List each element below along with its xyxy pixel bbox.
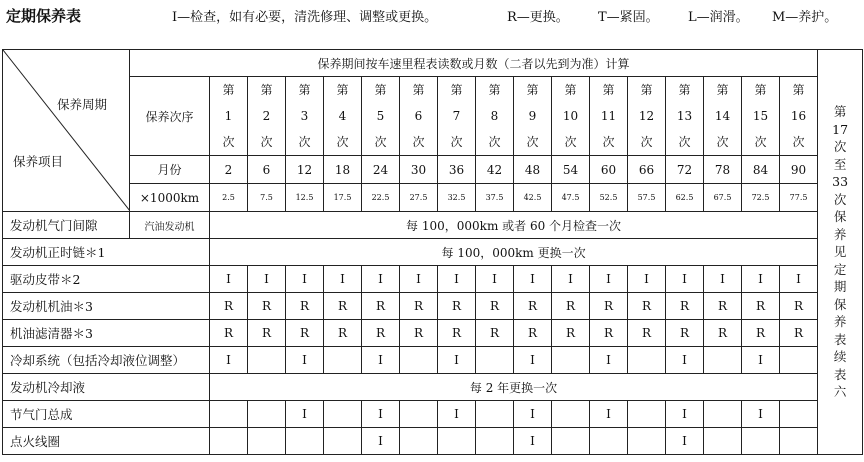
schedule-cell (248, 401, 286, 428)
legend-tighten: T—紧固。 (598, 10, 659, 25)
service-order-part: 次 (754, 135, 767, 149)
schedule-cell: I (704, 266, 742, 293)
schedule-cell (628, 401, 666, 428)
schedule-cell (476, 347, 514, 374)
table-row (3, 293, 863, 320)
service-order-cell (590, 77, 628, 156)
item-label: 发动机正时链＊1 (3, 239, 210, 266)
schedule-cell: R (210, 293, 248, 320)
schedule-cell: R (628, 320, 666, 347)
schedule-cell: R (514, 293, 552, 320)
schedule-cell: I (286, 347, 324, 374)
service-order-part: 12 (638, 109, 655, 123)
service-order-cell (666, 77, 704, 156)
side-note-text (818, 103, 862, 401)
item-label: 发动机机油＊3 (3, 293, 210, 320)
service-order-cell (628, 77, 666, 156)
schedule-cell: R (362, 293, 400, 320)
schedule-cell (780, 347, 818, 374)
schedule-cell: I (324, 266, 362, 293)
item-label: 发动机气门间隙 (3, 212, 130, 239)
service-order-part: 第 (298, 83, 311, 97)
schedule-cell: R (286, 320, 324, 347)
side-note-char: 次 (833, 139, 847, 155)
service-order-part: 15 (752, 109, 769, 123)
service-order-part: 次 (222, 135, 235, 149)
side-note-char: 17 (832, 121, 849, 137)
schedule-cell: R (362, 320, 400, 347)
service-order-part: 次 (716, 135, 729, 149)
service-order-part: 次 (488, 135, 501, 149)
schedule-cell: I (362, 266, 400, 293)
schedule-cell (248, 428, 286, 455)
service-order-part: 第 (526, 83, 539, 97)
schedule-cell (324, 401, 362, 428)
month-cell: 12 (286, 156, 324, 184)
service-order-part: 第 (450, 83, 463, 97)
month-cell: 90 (780, 156, 818, 184)
schedule-cell (552, 347, 590, 374)
km-cell: 57.5 (628, 184, 666, 212)
side-note (818, 50, 863, 455)
side-note-char: 见 (833, 244, 847, 260)
service-order-part: 第 (336, 83, 349, 97)
service-order-cell (248, 77, 286, 156)
service-order-cell (400, 77, 438, 156)
month-cell: 24 (362, 156, 400, 184)
row-label-order: 保养次序 (130, 77, 210, 156)
schedule-cell: I (590, 266, 628, 293)
schedule-cell: R (476, 320, 514, 347)
schedule-cell: R (742, 320, 780, 347)
schedule-cell: I (362, 347, 400, 374)
schedule-cell: R (780, 293, 818, 320)
schedule-cell (210, 401, 248, 428)
service-order-part: 13 (676, 109, 693, 123)
service-order-part: 次 (412, 135, 425, 149)
schedule-cell: R (628, 293, 666, 320)
schedule-cell: R (438, 320, 476, 347)
schedule-cell: R (286, 293, 324, 320)
item-sublabel: 汽油发动机 (130, 212, 210, 239)
month-cell: 30 (400, 156, 438, 184)
side-note-char: 33 (832, 174, 849, 190)
km-cell: 72.5 (742, 184, 780, 212)
schedule-cell (704, 428, 742, 455)
schedule-cell: I (362, 401, 400, 428)
km-cell: 32.5 (438, 184, 476, 212)
schedule-cell: I (552, 266, 590, 293)
service-order-part: 16 (790, 109, 807, 123)
service-order-part: 次 (450, 135, 463, 149)
schedule-cell (628, 347, 666, 374)
service-order-part: 9 (528, 109, 537, 123)
legend-replace: R—更换。 (507, 10, 569, 25)
schedule-cell: I (286, 266, 324, 293)
side-note-char: 六 (833, 384, 847, 400)
schedule-cell (400, 401, 438, 428)
schedule-cell: I (628, 266, 666, 293)
table-row (3, 428, 863, 455)
item-label: 点火线圈 (3, 428, 210, 455)
schedule-cell (742, 428, 780, 455)
service-order-part: 第 (260, 83, 273, 97)
service-order-part: 第 (564, 83, 577, 97)
schedule-cell: R (324, 320, 362, 347)
km-cell: 42.5 (514, 184, 552, 212)
service-order-part: 11 (600, 109, 617, 123)
month-cell: 54 (552, 156, 590, 184)
km-cell: 27.5 (400, 184, 438, 212)
schedule-cell (324, 347, 362, 374)
service-order-part: 2 (262, 109, 271, 123)
schedule-cell (476, 428, 514, 455)
km-cell: 2.5 (210, 184, 248, 212)
schedule-cell: R (590, 320, 628, 347)
service-order-part: 第 (754, 83, 767, 97)
side-note-char: 期 (833, 279, 847, 295)
service-order-part: 第 (792, 83, 805, 97)
side-note-char: 表 (833, 331, 847, 347)
service-order-part: 3 (300, 109, 309, 123)
service-order-part: 1 (224, 109, 233, 123)
schedule-cell: I (210, 266, 248, 293)
schedule-cell: R (248, 293, 286, 320)
schedule-cell: I (476, 266, 514, 293)
service-order-part: 5 (376, 109, 385, 123)
table-caption: 保养期间按车速里程表读数或月数（二者以先到为准）计算 (130, 50, 818, 77)
side-note-char: 续 (833, 349, 847, 365)
service-order-cell (514, 77, 552, 156)
schedule-cell: I (438, 347, 476, 374)
legend-inspect: I—检查，如有必要，清洗修理、调整或更换。 (172, 10, 438, 25)
item-label: 驱动皮带＊2 (3, 266, 210, 293)
page-title: 定期保养表 (6, 7, 82, 25)
schedule-cell: I (742, 266, 780, 293)
service-order-cell (362, 77, 400, 156)
month-cell: 66 (628, 156, 666, 184)
schedule-cell: R (476, 293, 514, 320)
side-note-char: 养 (833, 226, 847, 242)
side-note-char: 养 (833, 314, 847, 330)
month-cell: 2 (210, 156, 248, 184)
schedule-cell: I (438, 266, 476, 293)
service-order-part: 第 (488, 83, 501, 97)
schedule-cell: I (742, 401, 780, 428)
page-header (6, 5, 858, 25)
schedule-cell: I (514, 266, 552, 293)
km-cell: 22.5 (362, 184, 400, 212)
schedule-cell (248, 347, 286, 374)
item-label: 节气门总成 (3, 401, 210, 428)
schedule-cell: R (742, 293, 780, 320)
table-row (3, 212, 863, 239)
schedule-cell: I (514, 428, 552, 455)
service-order-part: 次 (602, 135, 615, 149)
service-order-part: 第 (640, 83, 653, 97)
schedule-cell (780, 428, 818, 455)
row-label-months: 月份 (130, 156, 210, 184)
item-label: 冷却系统（包括冷却液位调整） (3, 347, 210, 374)
schedule-cell: R (666, 293, 704, 320)
schedule-cell: I (248, 266, 286, 293)
service-order-part: 第 (374, 83, 387, 97)
service-order-part: 第 (602, 83, 615, 97)
service-order-cell (552, 77, 590, 156)
schedule-cell (400, 428, 438, 455)
schedule-cell (552, 401, 590, 428)
schedule-cell: R (666, 320, 704, 347)
service-order-part: 次 (260, 135, 273, 149)
service-order-part: 次 (374, 135, 387, 149)
schedule-cell: I (590, 347, 628, 374)
schedule-cell: I (590, 401, 628, 428)
table-row (3, 320, 863, 347)
schedule-cell (476, 401, 514, 428)
service-order-part: 第 (678, 83, 691, 97)
schedule-cell (780, 401, 818, 428)
interval-note: 每 100，000km 更换一次 (210, 239, 818, 266)
month-cell: 78 (704, 156, 742, 184)
side-note-char: 定 (833, 261, 847, 277)
service-order-part: 第 (412, 83, 425, 97)
month-cell: 18 (324, 156, 362, 184)
schedule-cell (552, 428, 590, 455)
service-order-part: 次 (564, 135, 577, 149)
schedule-cell: R (552, 320, 590, 347)
legend-lubricate: L—润滑。 (688, 10, 749, 25)
schedule-cell: I (438, 401, 476, 428)
schedule-cell (590, 428, 628, 455)
side-note-char: 保 (833, 296, 847, 312)
km-cell: 37.5 (476, 184, 514, 212)
km-cell: 17.5 (324, 184, 362, 212)
corner-diagonal-line (3, 50, 130, 211)
schedule-cell: I (666, 401, 704, 428)
schedule-cell (704, 401, 742, 428)
service-order-part: 次 (792, 135, 805, 149)
item-label: 发动机冷却液 (3, 374, 210, 401)
service-order-part: 4 (338, 109, 347, 123)
service-order-part: 第 (716, 83, 729, 97)
month-cell: 36 (438, 156, 476, 184)
table-row (3, 374, 863, 401)
month-cell: 42 (476, 156, 514, 184)
schedule-cell (704, 347, 742, 374)
schedule-cell: R (780, 320, 818, 347)
km-cell: 77.5 (780, 184, 818, 212)
schedule-cell (324, 428, 362, 455)
service-order-part: 6 (414, 109, 423, 123)
schedule-cell (438, 428, 476, 455)
corner-diagonal-cell (3, 50, 130, 212)
service-order-part: 次 (526, 135, 539, 149)
km-cell: 52.5 (590, 184, 628, 212)
schedule-cell: R (210, 320, 248, 347)
schedule-cell: I (666, 266, 704, 293)
month-cell: 60 (590, 156, 628, 184)
month-cell: 6 (248, 156, 286, 184)
km-cell: 7.5 (248, 184, 286, 212)
schedule-cell: R (514, 320, 552, 347)
schedule-cell: I (666, 347, 704, 374)
month-cell: 84 (742, 156, 780, 184)
schedule-cell: I (210, 347, 248, 374)
schedule-cell: R (552, 293, 590, 320)
row-label-km: ×1000km (130, 184, 210, 212)
schedule-cell: I (286, 401, 324, 428)
service-order-cell (438, 77, 476, 156)
legend-maintain: M—养护。 (772, 10, 838, 25)
service-order-part: 14 (714, 109, 731, 123)
service-order-part: 10 (562, 109, 579, 123)
side-note-char: 表 (833, 366, 847, 382)
interval-note: 每 2 年更换一次 (210, 374, 818, 401)
km-cell: 12.5 (286, 184, 324, 212)
service-order-part: 次 (336, 135, 349, 149)
service-order-cell (780, 77, 818, 156)
service-order-part: 次 (640, 135, 653, 149)
schedule-cell: I (742, 347, 780, 374)
schedule-cell: R (590, 293, 628, 320)
schedule-cell (628, 428, 666, 455)
table-row (3, 401, 863, 428)
km-cell: 47.5 (552, 184, 590, 212)
schedule-cell: R (400, 293, 438, 320)
schedule-cell: I (362, 428, 400, 455)
maintenance-schedule-table (2, 49, 863, 455)
service-order-part: 7 (452, 109, 461, 123)
schedule-cell: R (248, 320, 286, 347)
schedule-cell: R (704, 293, 742, 320)
km-cell: 62.5 (666, 184, 704, 212)
service-order-cell (210, 77, 248, 156)
table-row (3, 266, 863, 293)
corner-label-item: 保养项目 (13, 154, 64, 169)
schedule-cell: R (438, 293, 476, 320)
side-note-char: 至 (833, 156, 847, 172)
schedule-cell: I (666, 428, 704, 455)
schedule-cell (400, 347, 438, 374)
schedule-cell: I (514, 401, 552, 428)
service-order-part: 8 (490, 109, 499, 123)
schedule-cell: I (400, 266, 438, 293)
service-order-cell (324, 77, 362, 156)
service-order-cell (742, 77, 780, 156)
side-note-char: 次 (833, 191, 847, 207)
table-row (3, 347, 863, 374)
service-order-part: 第 (222, 83, 235, 97)
schedule-cell: R (324, 293, 362, 320)
side-note-char: 保 (833, 209, 847, 225)
service-order-cell (476, 77, 514, 156)
schedule-cell (286, 428, 324, 455)
schedule-cell: R (704, 320, 742, 347)
item-label: 机油滤清器＊3 (3, 320, 210, 347)
schedule-cell: I (780, 266, 818, 293)
service-order-part: 次 (298, 135, 311, 149)
service-order-cell (704, 77, 742, 156)
interval-note: 每 100，000km 或者 60 个月检查一次 (210, 212, 818, 239)
month-cell: 72 (666, 156, 704, 184)
service-order-cell (286, 77, 324, 156)
table-row (3, 239, 863, 266)
service-order-part: 次 (678, 135, 691, 149)
schedule-cell (210, 428, 248, 455)
month-cell: 48 (514, 156, 552, 184)
side-note-char: 第 (833, 104, 847, 120)
schedule-cell: I (514, 347, 552, 374)
schedule-cell: R (400, 320, 438, 347)
corner-label-period: 保养周期 (56, 97, 107, 112)
km-cell: 67.5 (704, 184, 742, 212)
